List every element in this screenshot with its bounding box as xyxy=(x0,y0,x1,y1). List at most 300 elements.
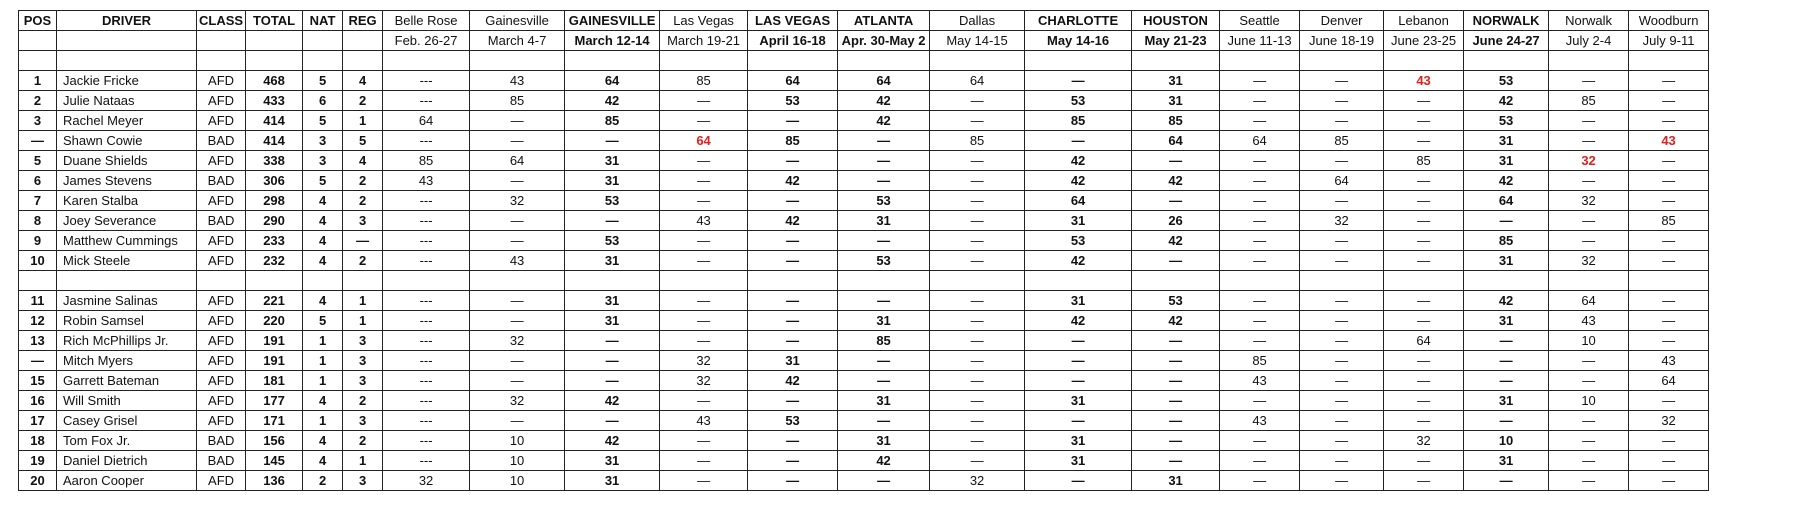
result-cell: 64 xyxy=(1025,191,1132,211)
result-cell: — xyxy=(660,251,748,271)
result-cell: — xyxy=(1464,411,1549,431)
result-cell: 64 xyxy=(470,151,565,171)
result-cell: --- xyxy=(383,351,470,371)
result-cell: 64 xyxy=(1220,131,1300,151)
driver-cell: Duane Shields xyxy=(57,151,197,171)
driver-cell: Karen Stalba xyxy=(57,191,197,211)
class-cell: AFD xyxy=(197,71,246,91)
total-cell: 221 xyxy=(246,291,303,311)
event-name: Seattle xyxy=(1220,11,1300,31)
result-cell: — xyxy=(1300,71,1384,91)
result-cell: 10 xyxy=(470,451,565,471)
empty-cell xyxy=(1220,51,1300,71)
result-cell: 42 xyxy=(1464,171,1549,191)
nat-cell: 4 xyxy=(303,251,343,271)
result-cell: 64 xyxy=(748,71,838,91)
reg-cell: 1 xyxy=(343,311,383,331)
result-cell: 32 xyxy=(470,391,565,411)
reg-cell: 3 xyxy=(343,371,383,391)
result-cell: — xyxy=(1132,251,1220,271)
result-cell: — xyxy=(930,291,1025,311)
total-cell: 468 xyxy=(246,71,303,91)
result-cell: 42 xyxy=(1132,231,1220,251)
event-date: July 2-4 xyxy=(1549,31,1629,51)
event-name: Norwalk xyxy=(1549,11,1629,31)
result-cell: --- xyxy=(383,251,470,271)
nat-cell: 1 xyxy=(303,411,343,431)
result-cell: — xyxy=(930,111,1025,131)
standings-row xyxy=(19,331,1709,351)
standings-row xyxy=(19,251,1709,271)
standings-row xyxy=(19,71,1709,91)
result-cell: --- xyxy=(383,91,470,111)
result-cell: 31 xyxy=(565,451,660,471)
result-cell: 32 xyxy=(1384,431,1464,451)
result-cell: 43 xyxy=(1384,71,1464,91)
result-cell: — xyxy=(1025,471,1132,491)
empty-cell xyxy=(1464,271,1549,291)
result-cell: — xyxy=(470,131,565,151)
result-cell: --- xyxy=(383,451,470,471)
result-cell: — xyxy=(1220,431,1300,451)
result-cell: 64 xyxy=(660,131,748,151)
total-cell: 191 xyxy=(246,351,303,371)
result-cell: — xyxy=(930,231,1025,251)
result-cell: — xyxy=(1300,191,1384,211)
empty-cell xyxy=(1629,51,1709,71)
result-cell: 85 xyxy=(1549,91,1629,111)
result-cell: — xyxy=(1220,451,1300,471)
result-cell: — xyxy=(930,371,1025,391)
result-cell: — xyxy=(748,311,838,331)
result-cell: 43 xyxy=(660,211,748,231)
empty-cell xyxy=(383,51,470,71)
result-cell: — xyxy=(470,371,565,391)
reg-cell: 1 xyxy=(343,111,383,131)
result-cell: — xyxy=(1384,171,1464,191)
standings-row xyxy=(19,471,1709,491)
result-cell: — xyxy=(660,451,748,471)
result-cell: 64 xyxy=(1300,171,1384,191)
column-header: TOTAL xyxy=(246,11,303,31)
result-cell: 42 xyxy=(748,211,838,231)
result-cell: 31 xyxy=(838,391,930,411)
result-cell: — xyxy=(1464,351,1549,371)
empty-cell xyxy=(565,51,660,71)
driver-cell: Matthew Cummings xyxy=(57,231,197,251)
event-name: ATLANTA xyxy=(838,11,930,31)
event-date: April 16-18 xyxy=(748,31,838,51)
driver-cell: Daniel Dietrich xyxy=(57,451,197,471)
event-date: June 18-19 xyxy=(1300,31,1384,51)
result-cell: — xyxy=(470,351,565,371)
result-cell: — xyxy=(1629,291,1709,311)
result-cell: — xyxy=(1629,71,1709,91)
empty-cell xyxy=(383,271,470,291)
result-cell: — xyxy=(470,211,565,231)
result-cell: 31 xyxy=(1464,451,1549,471)
result-cell: 53 xyxy=(1464,111,1549,131)
class-cell: AFD xyxy=(197,331,246,351)
nat-cell: 4 xyxy=(303,451,343,471)
result-cell: --- xyxy=(383,71,470,91)
position-cell: 10 xyxy=(19,251,57,271)
standings-row xyxy=(19,411,1709,431)
result-cell: 85 xyxy=(1132,111,1220,131)
result-cell: 31 xyxy=(1025,391,1132,411)
nat-cell: 5 xyxy=(303,311,343,331)
standings-table xyxy=(18,10,1709,491)
empty-cell xyxy=(246,51,303,71)
result-cell: 31 xyxy=(1132,91,1220,111)
result-cell: 85 xyxy=(930,131,1025,151)
result-cell: 31 xyxy=(1464,151,1549,171)
standings-row xyxy=(19,231,1709,251)
result-cell: 31 xyxy=(565,251,660,271)
result-cell: — xyxy=(930,91,1025,111)
event-date: March 4-7 xyxy=(470,31,565,51)
event-name: Lebanon xyxy=(1384,11,1464,31)
standings-row xyxy=(19,211,1709,231)
result-cell: — xyxy=(1025,351,1132,371)
result-cell: --- xyxy=(383,411,470,431)
nat-cell: 4 xyxy=(303,231,343,251)
result-cell: — xyxy=(1384,291,1464,311)
empty-cell xyxy=(565,271,660,291)
result-cell: — xyxy=(748,391,838,411)
position-cell: 1 xyxy=(19,71,57,91)
standings-row xyxy=(19,311,1709,331)
result-cell: 42 xyxy=(1132,311,1220,331)
result-cell: — xyxy=(838,231,930,251)
result-cell: 32 xyxy=(1549,251,1629,271)
standings-row xyxy=(19,91,1709,111)
result-cell: — xyxy=(660,231,748,251)
result-cell: 42 xyxy=(748,371,838,391)
result-cell: — xyxy=(1132,371,1220,391)
result-cell: — xyxy=(1464,331,1549,351)
result-cell: 31 xyxy=(565,311,660,331)
result-cell: — xyxy=(1384,411,1464,431)
result-cell: — xyxy=(748,111,838,131)
nat-cell: 3 xyxy=(303,131,343,151)
event-date: June 11-13 xyxy=(1220,31,1300,51)
result-cell: 85 xyxy=(1220,351,1300,371)
result-cell: — xyxy=(1300,151,1384,171)
total-cell: 338 xyxy=(246,151,303,171)
result-cell: 64 xyxy=(1464,191,1549,211)
result-cell: — xyxy=(1025,331,1132,351)
standings-row xyxy=(19,371,1709,391)
result-cell: — xyxy=(1132,411,1220,431)
nat-cell: 4 xyxy=(303,391,343,411)
result-cell: — xyxy=(930,411,1025,431)
empty-cell xyxy=(303,31,343,51)
empty-cell xyxy=(1384,51,1464,71)
event-date: June 24-27 xyxy=(1464,31,1549,51)
empty-cell xyxy=(470,271,565,291)
standings-sheet xyxy=(18,10,1709,491)
result-cell: — xyxy=(1384,471,1464,491)
nat-cell: 3 xyxy=(303,151,343,171)
result-cell: — xyxy=(660,291,748,311)
result-cell: 64 xyxy=(383,111,470,131)
result-cell: 31 xyxy=(838,211,930,231)
nat-cell: 6 xyxy=(303,91,343,111)
result-cell: — xyxy=(1220,211,1300,231)
result-cell: — xyxy=(1300,291,1384,311)
total-cell: 145 xyxy=(246,451,303,471)
reg-cell: 4 xyxy=(343,71,383,91)
result-cell: 42 xyxy=(838,451,930,471)
driver-cell: Jackie Fricke xyxy=(57,71,197,91)
class-cell: AFD xyxy=(197,411,246,431)
nat-cell: 4 xyxy=(303,291,343,311)
result-cell: — xyxy=(748,471,838,491)
result-cell: --- xyxy=(383,331,470,351)
result-cell: — xyxy=(1629,111,1709,131)
result-cell: 32 xyxy=(1549,151,1629,171)
result-cell: — xyxy=(1132,191,1220,211)
driver-cell: Julie Nataas xyxy=(57,91,197,111)
result-cell: — xyxy=(1132,331,1220,351)
result-cell: — xyxy=(565,351,660,371)
result-cell: 42 xyxy=(565,431,660,451)
result-cell: 53 xyxy=(748,91,838,111)
result-cell: --- xyxy=(383,191,470,211)
reg-cell: 2 xyxy=(343,171,383,191)
position-cell: — xyxy=(19,131,57,151)
result-cell: — xyxy=(1384,311,1464,331)
result-cell: — xyxy=(838,291,930,311)
result-cell: 42 xyxy=(1025,151,1132,171)
result-cell: — xyxy=(1384,191,1464,211)
result-cell: — xyxy=(1220,291,1300,311)
result-cell: — xyxy=(838,131,930,151)
event-name: Belle Rose xyxy=(383,11,470,31)
result-cell: 42 xyxy=(748,171,838,191)
result-cell: — xyxy=(565,331,660,351)
result-cell: — xyxy=(838,351,930,371)
reg-cell: 3 xyxy=(343,211,383,231)
result-cell: --- xyxy=(383,131,470,151)
result-cell: — xyxy=(838,371,930,391)
result-cell: 31 xyxy=(1464,131,1549,151)
event-name: Denver xyxy=(1300,11,1384,31)
event-date: May 14-16 xyxy=(1025,31,1132,51)
total-cell: 290 xyxy=(246,211,303,231)
class-cell: AFD xyxy=(197,291,246,311)
event-name: HOUSTON xyxy=(1132,11,1220,31)
empty-cell xyxy=(1025,51,1132,71)
result-cell: 26 xyxy=(1132,211,1220,231)
result-cell: — xyxy=(1132,391,1220,411)
result-cell: — xyxy=(1384,451,1464,471)
result-cell: — xyxy=(660,331,748,351)
result-cell: — xyxy=(838,171,930,191)
nat-cell: 1 xyxy=(303,351,343,371)
empty-cell xyxy=(660,271,748,291)
result-cell: — xyxy=(1220,111,1300,131)
result-cell: — xyxy=(930,351,1025,371)
driver-cell: Casey Grisel xyxy=(57,411,197,431)
result-cell: — xyxy=(1549,71,1629,91)
empty-cell xyxy=(197,31,246,51)
result-cell: — xyxy=(930,251,1025,271)
result-cell: 64 xyxy=(1384,331,1464,351)
result-cell: — xyxy=(1384,371,1464,391)
result-cell: — xyxy=(1132,351,1220,371)
empty-cell xyxy=(19,271,57,291)
result-cell: — xyxy=(1300,451,1384,471)
result-cell: 85 xyxy=(1300,131,1384,151)
result-cell: 42 xyxy=(1464,91,1549,111)
result-cell: 42 xyxy=(1025,171,1132,191)
event-name: Las Vegas xyxy=(660,11,748,31)
result-cell: — xyxy=(1464,211,1549,231)
result-cell: --- xyxy=(383,231,470,251)
position-cell: 7 xyxy=(19,191,57,211)
result-cell: — xyxy=(1300,251,1384,271)
result-cell: — xyxy=(1384,131,1464,151)
empty-cell xyxy=(1464,51,1549,71)
position-cell: 6 xyxy=(19,171,57,191)
result-cell: — xyxy=(565,411,660,431)
class-cell: AFD xyxy=(197,251,246,271)
nat-cell: 4 xyxy=(303,431,343,451)
reg-cell: 5 xyxy=(343,131,383,151)
result-cell: — xyxy=(1220,151,1300,171)
reg-cell: 2 xyxy=(343,431,383,451)
result-cell: 10 xyxy=(1464,431,1549,451)
class-cell: AFD xyxy=(197,231,246,251)
total-cell: 433 xyxy=(246,91,303,111)
result-cell: — xyxy=(1300,371,1384,391)
result-cell: 64 xyxy=(1629,371,1709,391)
result-cell: 85 xyxy=(1629,211,1709,231)
result-cell: 85 xyxy=(1025,111,1132,131)
position-cell: 13 xyxy=(19,331,57,351)
result-cell: 32 xyxy=(1300,211,1384,231)
result-cell: 43 xyxy=(1629,131,1709,151)
standings-row xyxy=(19,111,1709,131)
result-cell: — xyxy=(660,111,748,131)
result-cell: --- xyxy=(383,291,470,311)
result-cell: 32 xyxy=(470,191,565,211)
result-cell: — xyxy=(1384,251,1464,271)
result-cell: — xyxy=(1629,171,1709,191)
result-cell: 32 xyxy=(1549,191,1629,211)
empty-cell xyxy=(343,31,383,51)
result-cell: — xyxy=(1549,231,1629,251)
spacer-row xyxy=(19,51,1709,71)
result-cell: — xyxy=(1549,451,1629,471)
driver-cell: Garrett Bateman xyxy=(57,371,197,391)
driver-cell: Mitch Myers xyxy=(57,351,197,371)
result-cell: — xyxy=(748,431,838,451)
reg-cell: 2 xyxy=(343,191,383,211)
empty-cell xyxy=(303,51,343,71)
standings-row xyxy=(19,191,1709,211)
driver-cell: Joey Severance xyxy=(57,211,197,231)
result-cell: — xyxy=(1549,371,1629,391)
result-cell: 43 xyxy=(1549,311,1629,331)
result-cell: 10 xyxy=(470,471,565,491)
position-cell: 20 xyxy=(19,471,57,491)
column-header: REG xyxy=(343,11,383,31)
standings-row xyxy=(19,431,1709,451)
event-date: June 23-25 xyxy=(1384,31,1464,51)
empty-cell xyxy=(246,271,303,291)
nat-cell: 5 xyxy=(303,71,343,91)
driver-cell: Mick Steele xyxy=(57,251,197,271)
class-cell: AFD xyxy=(197,91,246,111)
result-cell: — xyxy=(660,151,748,171)
result-cell: — xyxy=(1629,191,1709,211)
result-cell: — xyxy=(565,211,660,231)
driver-cell: Robin Samsel xyxy=(57,311,197,331)
result-cell: --- xyxy=(383,431,470,451)
result-cell: 32 xyxy=(660,351,748,371)
class-cell: AFD xyxy=(197,471,246,491)
result-cell: — xyxy=(1629,91,1709,111)
result-cell: 64 xyxy=(1132,131,1220,151)
result-cell: — xyxy=(1220,71,1300,91)
result-cell: — xyxy=(930,171,1025,191)
result-cell: — xyxy=(1384,391,1464,411)
result-cell: — xyxy=(1300,471,1384,491)
empty-cell xyxy=(197,51,246,71)
reg-cell: 2 xyxy=(343,391,383,411)
result-cell: — xyxy=(1629,331,1709,351)
reg-cell: 2 xyxy=(343,251,383,271)
column-header: NAT xyxy=(303,11,343,31)
result-cell: — xyxy=(1549,411,1629,431)
result-cell: — xyxy=(1549,471,1629,491)
class-cell: AFD xyxy=(197,311,246,331)
result-cell: 31 xyxy=(1132,71,1220,91)
result-cell: — xyxy=(1220,391,1300,411)
result-cell: — xyxy=(1629,451,1709,471)
nat-cell: 1 xyxy=(303,371,343,391)
header-row xyxy=(19,11,1709,31)
result-cell: — xyxy=(1300,91,1384,111)
result-cell: 31 xyxy=(1025,431,1132,451)
result-cell: — xyxy=(565,371,660,391)
position-cell: 17 xyxy=(19,411,57,431)
result-cell: — xyxy=(930,451,1025,471)
result-cell: — xyxy=(1549,211,1629,231)
empty-cell xyxy=(1384,271,1464,291)
result-cell: — xyxy=(470,291,565,311)
result-cell: 43 xyxy=(660,411,748,431)
result-cell: 31 xyxy=(565,291,660,311)
result-cell: 32 xyxy=(1629,411,1709,431)
result-cell: — xyxy=(930,311,1025,331)
result-cell: — xyxy=(470,171,565,191)
result-cell: 43 xyxy=(1220,411,1300,431)
result-cell: — xyxy=(1549,431,1629,451)
result-cell: — xyxy=(748,291,838,311)
event-name: LAS VEGAS xyxy=(748,11,838,31)
result-cell: 53 xyxy=(565,191,660,211)
result-cell: 31 xyxy=(1464,311,1549,331)
result-cell: 10 xyxy=(1549,331,1629,351)
result-cell: — xyxy=(1464,471,1549,491)
result-cell: 42 xyxy=(1025,251,1132,271)
result-cell: — xyxy=(1300,331,1384,351)
total-cell: 298 xyxy=(246,191,303,211)
